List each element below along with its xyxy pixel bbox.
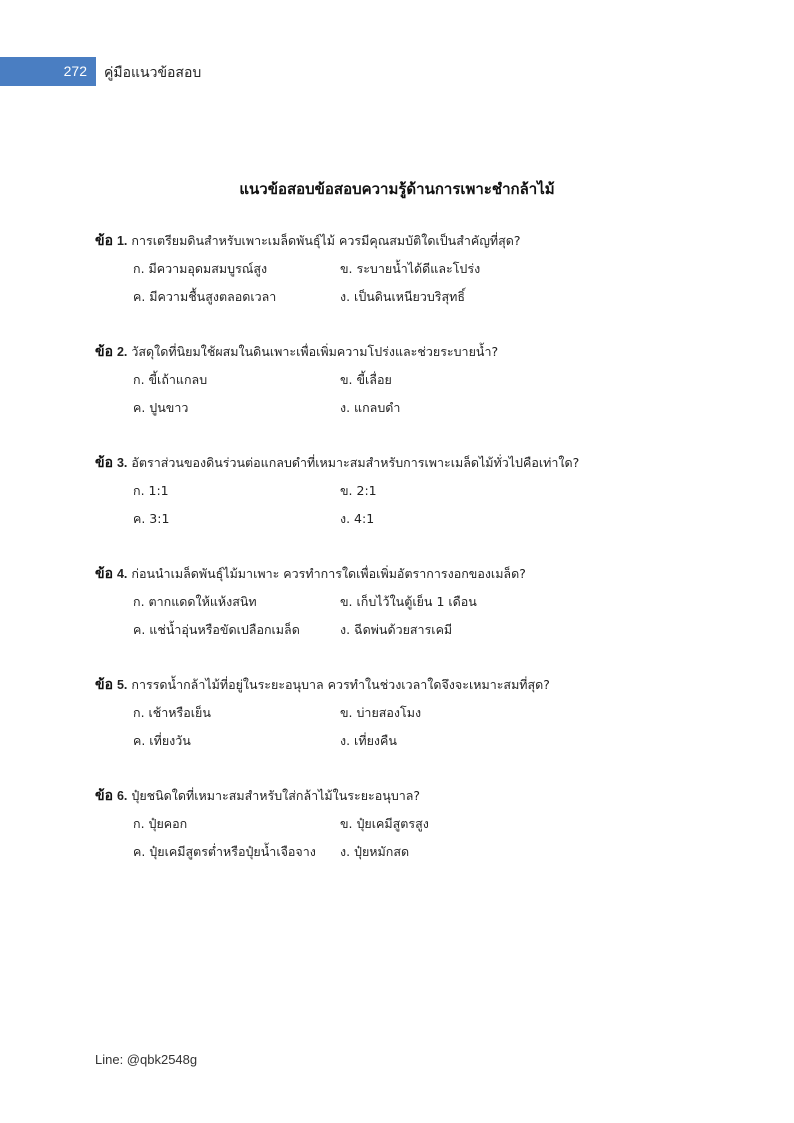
question-text: การรดน้ำกล้าไม้ที่อยู่ในระยะอนุบาล ควรทำในช่วงเวลาใดจึงจะเหมาะสมที่สุด?: [131, 677, 550, 692]
option-c: ค. ปุ๋ยเคมีสูตรต่ำหรือปุ๋ยน้ำเจือจาง: [133, 844, 316, 859]
question-6: [95, 785, 715, 869]
question-prefix: ข้อ: [95, 344, 113, 360]
option-b: ข. ขี้เลื่อย: [340, 372, 392, 387]
question-3: [95, 452, 715, 536]
question-number: 1.: [116, 234, 128, 248]
question-stem: [95, 563, 715, 585]
question-stem: [95, 785, 715, 807]
question-number: 6.: [116, 789, 128, 803]
options-grid: [95, 813, 715, 869]
document-title: แนวข้อสอบข้อสอบความรู้ด้านการเพาะชำกล้าไม้: [239, 180, 555, 198]
footer-line-contact: Line: @qbk2548g: [95, 1052, 198, 1067]
option-a: ก. เช้าหรือเย็น: [133, 705, 211, 720]
options-grid: [95, 591, 715, 647]
question-stem: [95, 674, 715, 696]
options-grid: [95, 369, 715, 425]
option-b: ข. 2:1: [340, 483, 377, 498]
option-c: ค. แช่น้ำอุ่นหรือขัดเปลือกเมล็ด: [133, 622, 300, 637]
option-b: ข. ระบายน้ำได้ดีและโปร่ง: [340, 261, 481, 276]
question-stem: [95, 230, 715, 252]
option-a: ก. 1:1: [133, 483, 169, 498]
question-stem: [95, 452, 715, 474]
option-d: ง. ฉีดพ่นด้วยสารเคมี: [340, 622, 453, 637]
question-text: ปุ๋ยชนิดใดที่เหมาะสมสำหรับใส่กล้าไม้ในระยะอนุบาล?: [131, 788, 421, 803]
question-2: [95, 341, 715, 425]
page-number-bar: [0, 57, 96, 86]
question-number: 2.: [116, 345, 128, 359]
question-number: 4.: [116, 567, 128, 581]
option-d: ง. เที่ยงคืน: [340, 733, 397, 748]
question-stem: [95, 341, 715, 363]
question-prefix: ข้อ: [95, 788, 113, 804]
question-prefix: ข้อ: [95, 677, 113, 693]
option-a: ก. มีความอุดมสมบูรณ์สูง: [133, 261, 268, 276]
question-prefix: ข้อ: [95, 566, 113, 582]
question-number: 5.: [116, 678, 128, 692]
option-d: ง. 4:1: [340, 511, 375, 526]
question-prefix: ข้อ: [95, 455, 113, 471]
options-grid: [95, 702, 715, 758]
question-number: 3.: [116, 456, 128, 470]
question-4: [95, 563, 715, 647]
question-5: [95, 674, 715, 758]
option-a: ก. ตากแดดให้แห้งสนิท: [133, 594, 257, 609]
options-grid: [95, 480, 715, 536]
option-b: ข. ปุ๋ยเคมีสูตรสูง: [340, 816, 429, 831]
option-b: ข. บ่ายสองโมง: [340, 705, 422, 720]
option-c: ค. เที่ยงวัน: [133, 733, 191, 748]
option-c: ค. ปูนขาว: [133, 400, 189, 415]
option-a: ก. ขี้เถ้าแกลบ: [133, 372, 208, 387]
question-1: [95, 230, 715, 314]
option-d: ง. แกลบดำ: [340, 400, 401, 415]
question-text: อัตราส่วนของดินร่วนต่อแกลบดำที่เหมาะสมสำหรับการเพาะเมล็ดไม้ทั่วไปคือเท่าใด?: [131, 455, 580, 470]
option-a: ก. ปุ๋ยคอก: [133, 816, 188, 831]
question-text: วัสดุใดที่นิยมใช้ผสมในดินเพาะเพื่อเพิ่มความโปร่งและช่วยระบายน้ำ?: [131, 344, 499, 359]
option-b: ข. เก็บไว้ในตู้เย็น 1 เดือน: [340, 594, 477, 609]
options-grid: [95, 258, 715, 314]
page-number: 272: [63, 63, 87, 79]
option-d: ง. ปุ๋ยหมักสด: [340, 844, 410, 859]
option-c: ค. มีความชื้นสูงตลอดเวลา: [133, 289, 277, 304]
question-text: ก่อนนำเมล็ดพันธุ์ไม้มาเพาะ ควรทำการใดเพื่อเพิ่มอัตราการงอกของเมล็ด?: [131, 566, 526, 581]
option-d: ง. เป็นดินเหนียวบริสุทธิ์: [340, 289, 466, 304]
question-text: การเตรียมดินสำหรับเพาะเมล็ดพันธุ์ไม้ ควรมีคุณสมบัติใดเป็นสำคัญที่สุด?: [131, 233, 521, 248]
question-prefix: ข้อ: [95, 233, 113, 249]
option-c: ค. 3:1: [133, 511, 170, 526]
running-header-title: คู่มือแนวข้อสอบ: [104, 65, 202, 81]
